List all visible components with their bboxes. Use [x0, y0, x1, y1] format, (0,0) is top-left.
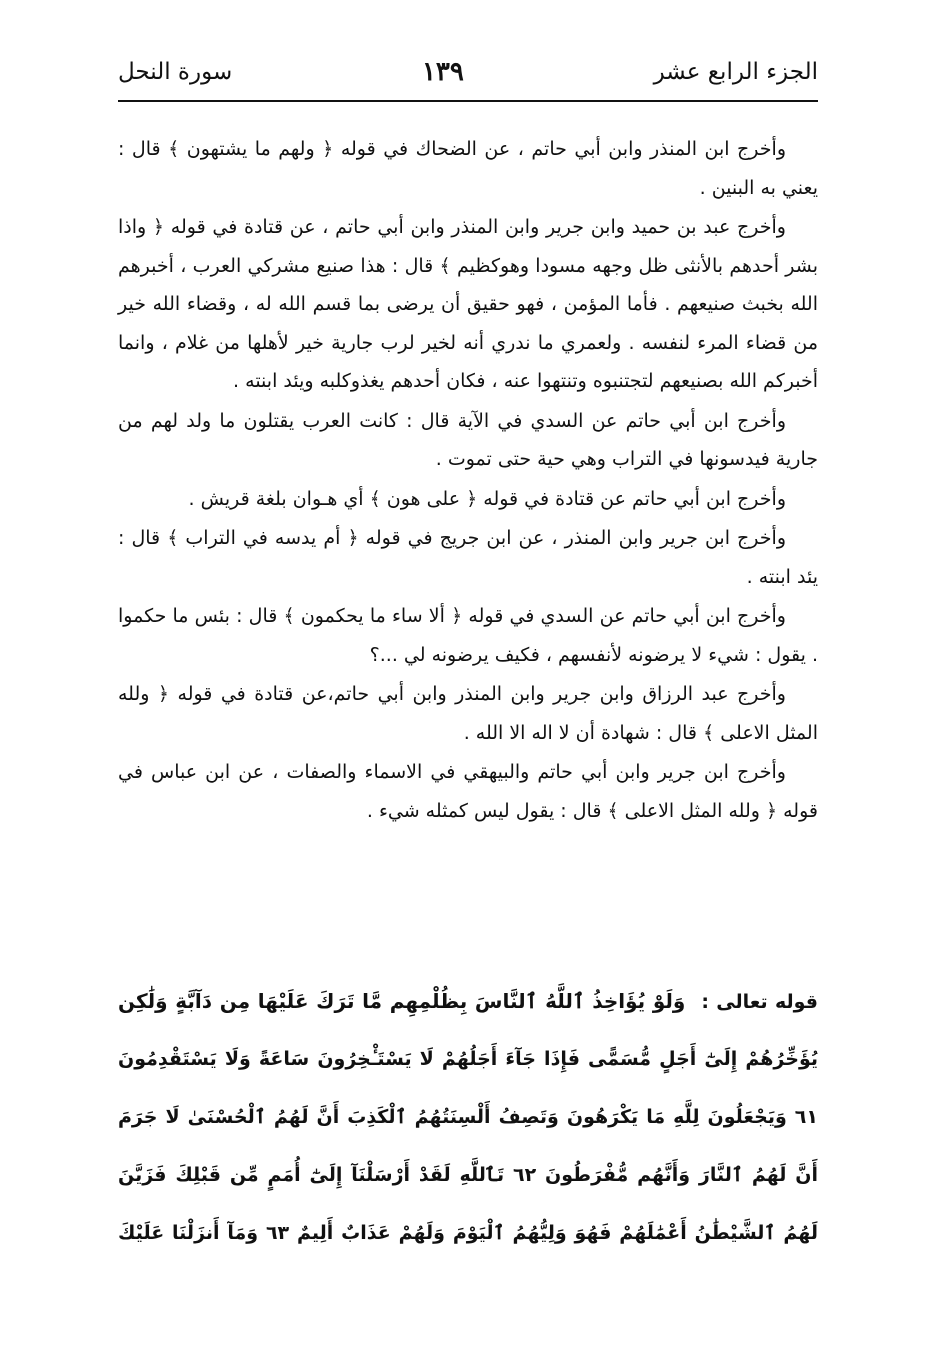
verse-line: ٦١ وَيَجْعَلُونَ لِلَّهِ مَا يَكْرَهُونَ وَتَصِفُ أَلْسِنَتُهُمُ ٱلْكَذِبَ أَنَّ لَهُمُ ٱلْحُسْنَىٰ لَا جَرَمَ	[118, 1106, 818, 1128]
verse-intro: قوله تعالى :	[701, 991, 818, 1013]
verse-line: لَهُمُ ٱلشَّيْطَٰنُ أَعْمَٰلَهُمْ فَهُوَ وَلِيُّهُمُ ٱلْيَوْمَ وَلَهُمْ عَذَابٌ أَلِيمٌ ٦٣ وَمَآ أَنزَلْنَا عَلَيْكَ	[118, 1222, 818, 1244]
paragraph: وأخرج ابن جرير وابن أبي حاتم والبيهقي في الاسماء والصفات ، عن ابن عباس في قوله ﴿ ولله المثل الاعلى ﴾ قال : يقول ليس كمثله شيء .	[118, 761, 818, 822]
paragraph: وأخرج ابن المنذر وابن أبي حاتم ، عن الضحاك في قوله ﴿ ولهم ما يشتهون ﴾ قال : يعني به البنين .	[118, 138, 818, 199]
header-surah-title: سورة النحل	[118, 59, 233, 85]
verse-line: أَنَّ لَهُمُ ٱلنَّارَ وَأَنَّهُم مُّفْرَطُونَ ٦٢ تَٱللَّهِ لَقَدْ أَرْسَلْنَآ إِلَىٰٓ أُمَمٍ مِّن قَبْلِكَ فَزَيَّنَ	[118, 1164, 818, 1186]
page-header	[118, 52, 818, 92]
header-part-title: الجزء الرابع عشر	[653, 59, 818, 85]
verse-line	[118, 972, 818, 1030]
quran-verses	[118, 972, 818, 1262]
header-divider	[118, 100, 818, 102]
verse-line: يُؤَخِّرُهُمْ إِلَىٰٓ أَجَلٍ مُّسَمًّى فَإِذَا جَآءَ أَجَلُهُمْ لَا يَسْتَـْٔخِرُونَ سَاعَةً وَلَا يَسْتَقْدِمُونَ	[118, 1048, 818, 1070]
paragraph: وأخرج ابن أبي حاتم عن قتادة في قوله ﴿ على هون ﴾ أي هـوان بلغة قريش .	[188, 487, 786, 510]
verse-text: وَلَوْ يُؤَاخِذُ ٱللَّهُ ٱلنَّاسَ بِظُلْمِهِم مَّا تَرَكَ عَلَيْهَا مِن دَآبَّةٍ وَلَٰكِن	[118, 989, 686, 1013]
page-number: ١٣٩	[421, 57, 464, 87]
paragraph: وأخرج ابن جرير وابن المنذر ، عن ابن جريج في قوله ﴿ أم يدسه في التراب ﴾ قال : يئد ابنته .	[118, 527, 818, 588]
paragraph: وأخرج عبد الرزاق وابن جرير وابن المنذر وابن أبي حاتم،عن قتادة في قوله ﴿ ولله المثل الاعلى ﴾ قال : شهادة أن لا اله الا الله .	[118, 683, 818, 744]
paragraph: وأخرج عبد بن حميد وابن جرير وابن المنذر وابن أبي حاتم ، عن قتادة في قوله ﴿ واذا بشر أحدهم بالأنثى ظل وجهه مسودا وهوكظيم ﴾ قال : هذا صنيع مشركي العرب ، أخبرهم الله بخبث صنيعهم . فأما المؤمن ، فهو حقيق أن يرضى بما قسم الله له ، وقضاء الله خير من قضاء المرء لنفسه . ولعمري ما ندري أنه لخير لرب جارية خير لأهلها من غلام ، وانما أخبركم الله بصنيعهم لتجتنبوه وتنتهوا عنه ، فكان أحدهم يغذوكلبه ويئد ابنته .	[118, 216, 818, 392]
paragraph: وأخرج ابن أبي حاتم عن السدي في الآية قال : كانت العرب يقتلون ما ولد لهم من جارية فيدسونها في التراب وهي حية حتى تموت .	[118, 409, 818, 470]
commentary-text	[118, 130, 818, 831]
paragraph: وأخرج ابن أبي حاتم عن السدي في قوله ﴿ ألا ساء ما يحكمون ﴾ قال : بئس ما حكموا . يقول : شيء لا يرضونه لأنفسهم ، فكيف يرضونه لي ...؟	[118, 605, 818, 666]
